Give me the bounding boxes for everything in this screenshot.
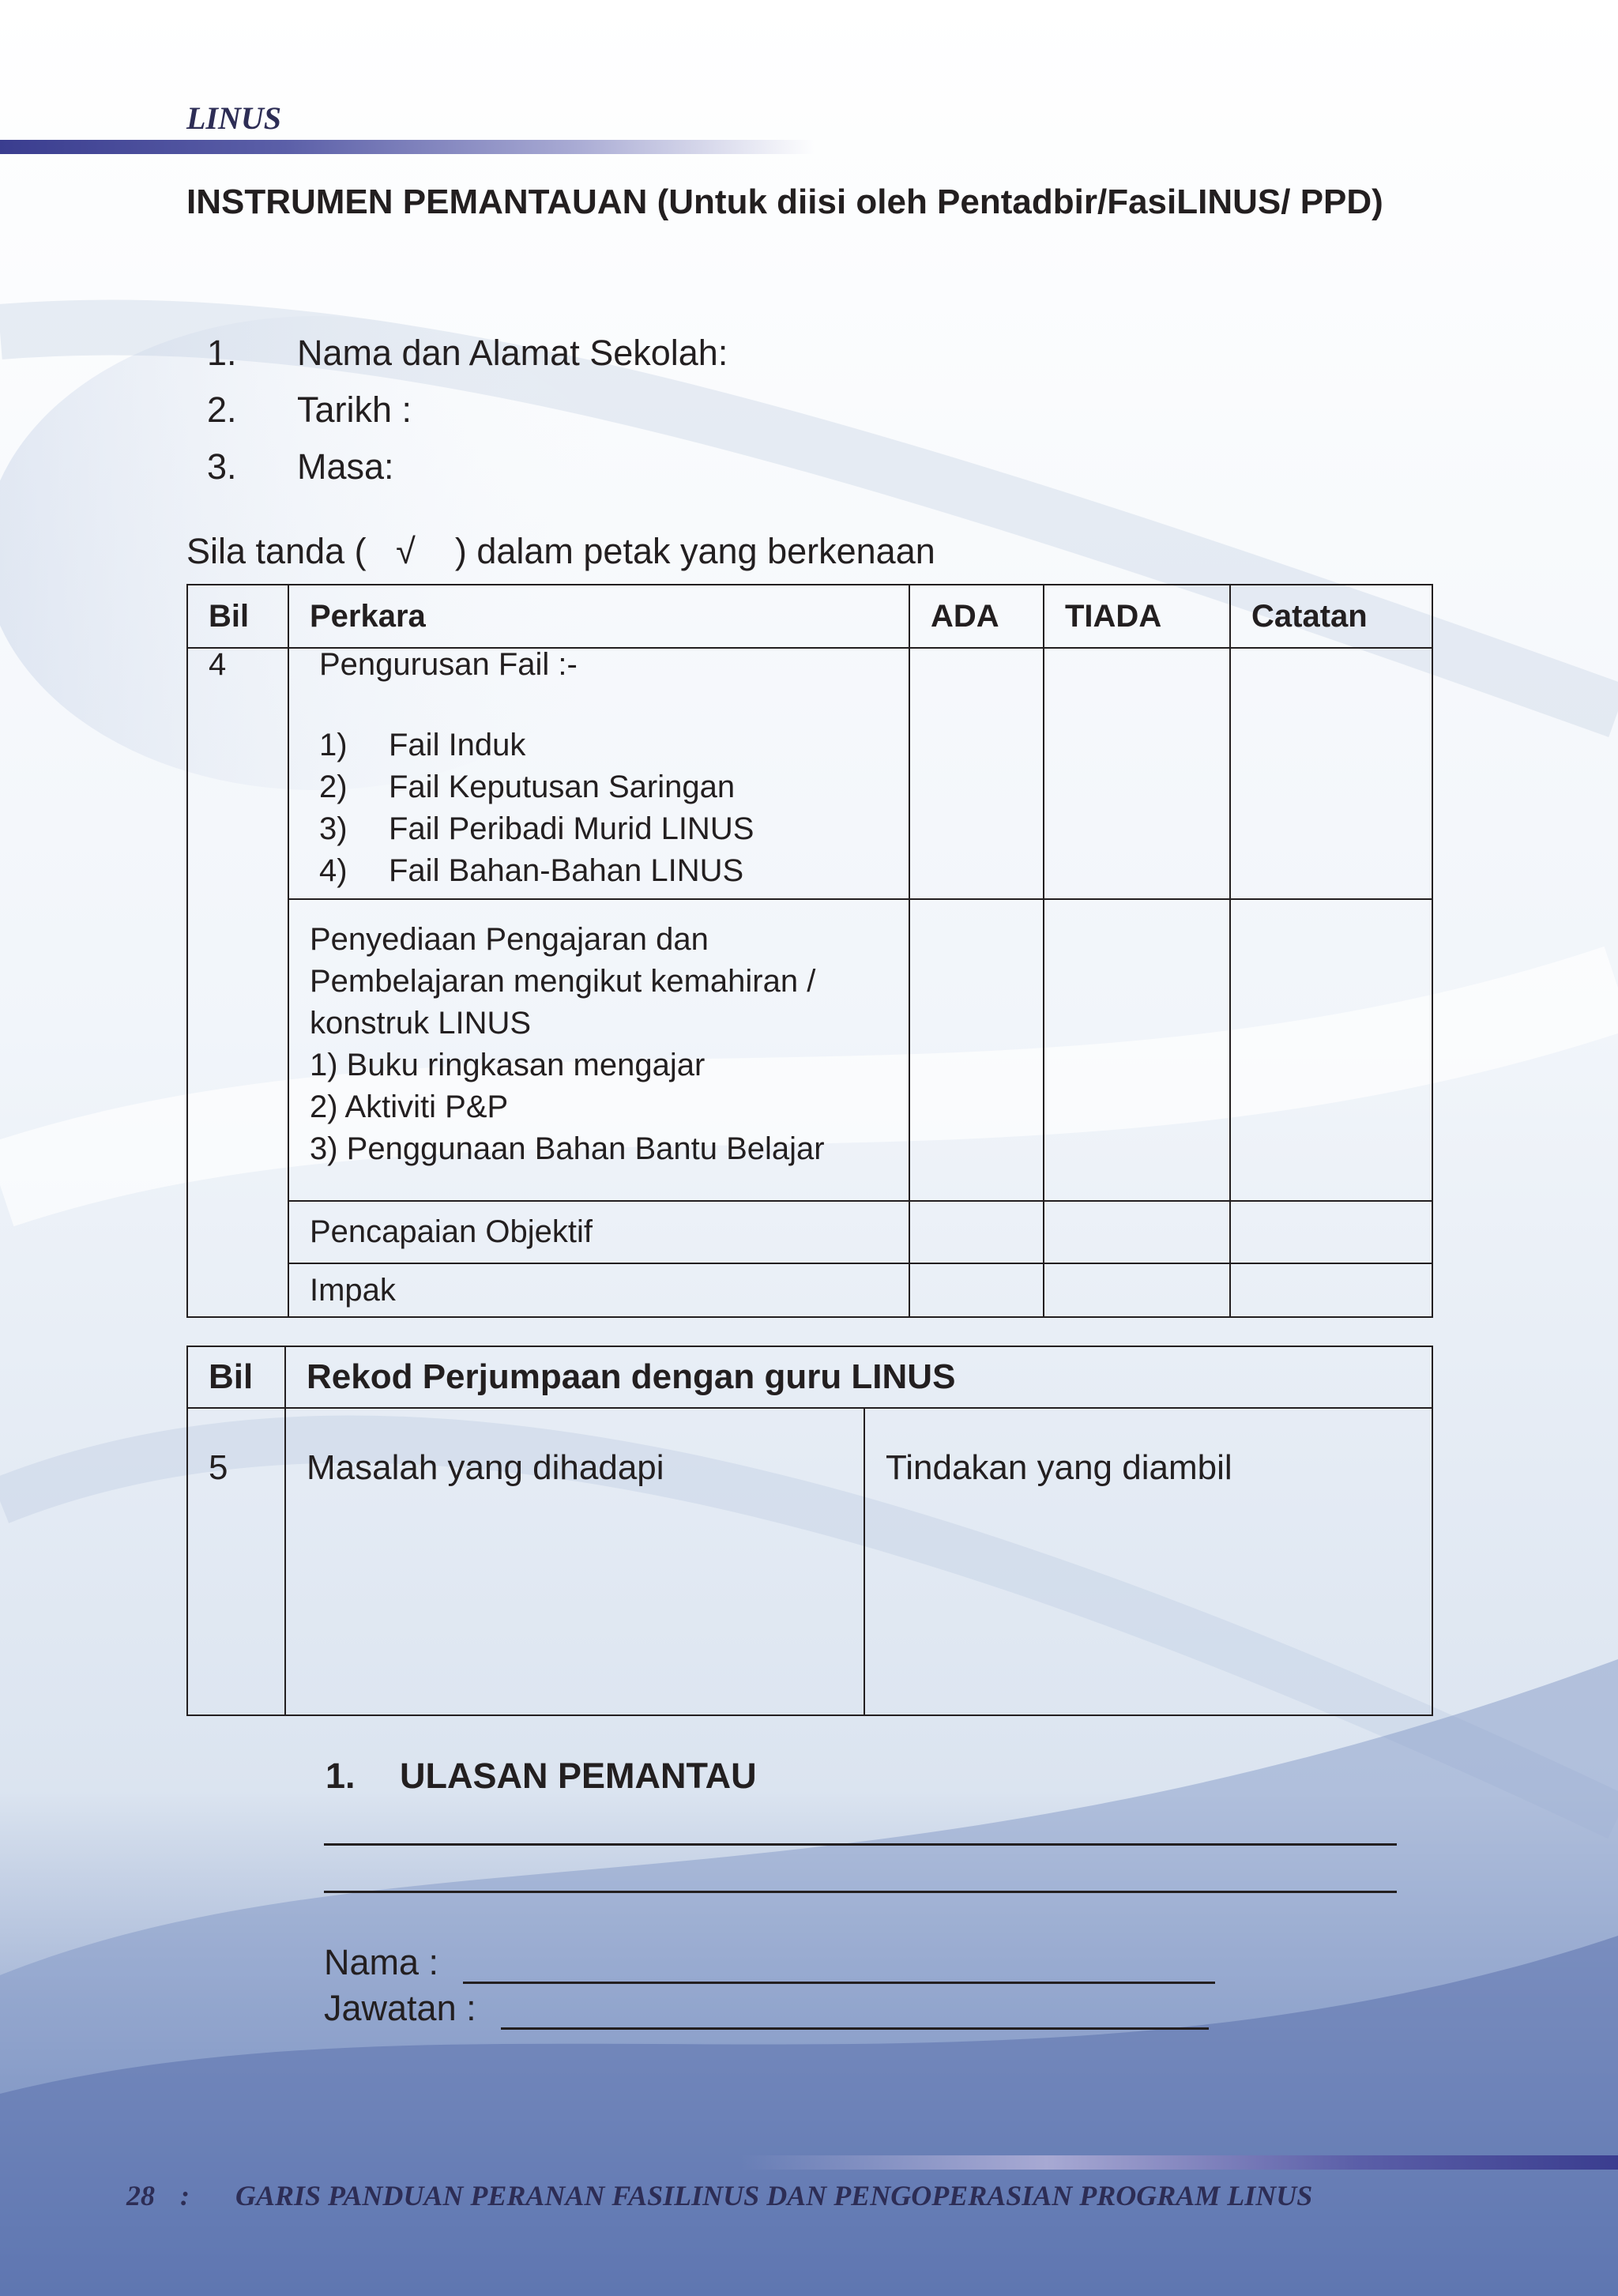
tiada-checkbox-cell[interactable]: [1044, 648, 1230, 899]
col-header-perkara: Perkara: [288, 585, 909, 648]
form-fields: [207, 330, 728, 501]
perkara-line: 1) Buku ringkasan mengajar: [310, 1048, 706, 1082]
col-header-catatan: Catatan: [1230, 585, 1432, 648]
list-item: 3) Fail Peribadi Murid LINUS: [319, 811, 754, 846]
form-field-number: 1.: [207, 333, 237, 373]
form-field-school: [207, 330, 728, 387]
section-number: 1.: [325, 1756, 356, 1796]
footer-title: GARIS PANDUAN PERANAN FASILINUS DAN PENGOPERASIAN PROGRAM LINUS: [235, 2180, 1313, 2211]
table-row: [187, 648, 1432, 899]
form-field-number: 3.: [207, 446, 237, 487]
form-field-label: Masa:: [297, 446, 394, 487]
ada-checkbox-cell[interactable]: [909, 648, 1044, 899]
instruction-text: Sila tanda ( √ ) dalam petak yang berkenaan: [186, 531, 935, 571]
header-accent-band: [0, 140, 814, 154]
list-item: 1) Fail Induk: [319, 728, 526, 762]
form-field-time: [207, 444, 728, 501]
perkara-line: konstruk LINUS: [310, 1006, 532, 1041]
col-header-bil: Bil: [187, 1346, 285, 1408]
section-title: ULASAN PEMANTAU: [400, 1756, 757, 1796]
col-header-bil: Bil: [187, 585, 288, 648]
table-header-row: [187, 585, 1432, 648]
catatan-cell[interactable]: [1230, 899, 1432, 1201]
ada-checkbox-cell[interactable]: [909, 899, 1044, 1201]
ulasan-line-2[interactable]: [324, 1891, 1397, 1893]
jawatan-label: Jawatan :: [324, 1988, 476, 2028]
perkara-cell-teaching-preparation: [288, 899, 909, 1201]
catatan-cell[interactable]: [1230, 1263, 1432, 1317]
footer-accent-band: [739, 2155, 1618, 2170]
perkara-cell-file-management: [288, 648, 909, 899]
list-item: 4) Fail Bahan-Bahan LINUS: [319, 853, 744, 888]
list-item: 2) Fail Keputusan Saringan: [319, 770, 736, 804]
ada-checkbox-cell[interactable]: [909, 1201, 1044, 1263]
form-field-label: Nama dan Alamat Sekolah:: [297, 333, 728, 373]
perkara-cell-objective: Pencapaian Objektif: [288, 1201, 909, 1263]
perkara-line: Pembelajaran mengikut kemahiran /: [310, 964, 816, 999]
table-row: [187, 1201, 1432, 1263]
perkara-line: Penyediaan Pengajaran dan: [310, 922, 709, 957]
form-field-date: [207, 387, 728, 444]
col-header-tiada: TIADA: [1044, 585, 1230, 648]
table-row: [187, 1408, 1432, 1715]
col-header-meeting-record: Rekod Perjumpaan dengan guru LINUS: [285, 1346, 1432, 1408]
page-title: INSTRUMEN PEMANTAUAN (Untuk diisi oleh Pentadbir/FasiLINUS/ PPD): [186, 183, 1383, 221]
tiada-checkbox-cell[interactable]: [1044, 1201, 1230, 1263]
perkara-line: 2) Aktiviti P&P: [310, 1090, 509, 1124]
perkara-line: 3) Penggunaan Bahan Bantu Belajar: [310, 1131, 825, 1166]
form-field-number: 2.: [207, 390, 237, 430]
row-number: 5: [187, 1408, 285, 1715]
nama-line[interactable]: [463, 1982, 1215, 1984]
footer-separator: :: [180, 2180, 190, 2211]
perkara-title: Pengurusan Fail :-: [319, 647, 578, 682]
problems-cell[interactable]: Masalah yang dihadapi: [285, 1408, 864, 1715]
catatan-cell[interactable]: [1230, 648, 1432, 899]
form-field-label: Tarikh :: [297, 390, 412, 430]
perkara-cell-impact: Impak: [288, 1263, 909, 1317]
row-number: 4: [187, 648, 288, 1317]
jawatan-line[interactable]: [501, 2027, 1209, 2030]
table-row: [187, 899, 1432, 1201]
tiada-checkbox-cell[interactable]: [1044, 1263, 1230, 1317]
table-row: [187, 1263, 1432, 1317]
file-list: [319, 725, 909, 892]
actions-cell[interactable]: Tindakan yang diambil: [864, 1408, 1432, 1715]
col-header-ada: ADA: [909, 585, 1044, 648]
table-header-row: [187, 1346, 1432, 1408]
ada-checkbox-cell[interactable]: [909, 1263, 1044, 1317]
page-number: 28: [126, 2180, 155, 2211]
meeting-record-table: [186, 1346, 1433, 1716]
tiada-checkbox-cell[interactable]: [1044, 899, 1230, 1201]
header-tag: LINUS: [186, 100, 282, 136]
nama-label: Nama :: [324, 1942, 439, 1982]
catatan-cell[interactable]: [1230, 1201, 1432, 1263]
ulasan-line-1[interactable]: [324, 1843, 1397, 1846]
section-heading-ulasan: [325, 1756, 757, 1797]
monitoring-checklist-table: [186, 584, 1433, 1318]
